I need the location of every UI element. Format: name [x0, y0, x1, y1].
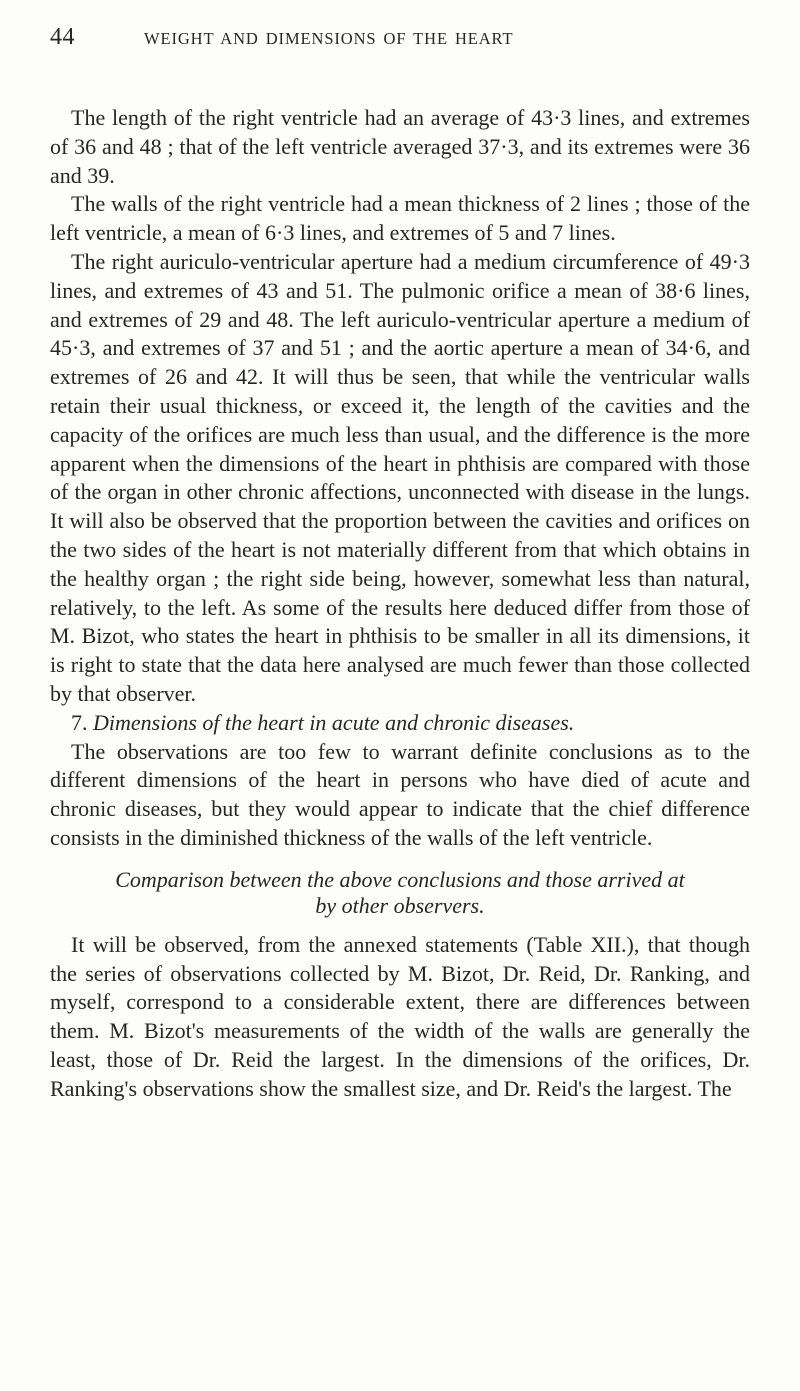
- running-title: WEIGHT AND DIMENSIONS OF THE HEART: [144, 29, 514, 48]
- comparison-heading: Comparison between the above conclusions and those arrived at by other observers.: [115, 866, 685, 918]
- paragraph-apertures: The right auriculo-ventricular aperture had a medium circumference of 49·3 lines, and extremes of 43 and 51. The pulmonic orifice a mean of 38·6 lines, and extremes of 29 and 48. The left auriculo-ventricular aperture a medium of 45·3, and extremes of 37 and 51 ; and the aortic aperture a mean of 34·6, and extremes of 26 and 42. It will thus be seen, that while the ventricular walls retain their usual thickness, or exceed it, the length of the cavities and the capacity of the orifices are much less than usual, and the difference is the more apparent when the dimensions of the heart in phthisis are compared with those of the organ in other chronic affections, unconnected with disease in the lungs. It will also be observed that the proportion between the cavities and orifices on the two sides of the heart is not materially different from that which obtains in the healthy organ ; the right side being, however, somewhat less than natural, relatively, to the left. As some of the results here deduced differ from those of M. Bizot, who states the heart in phthisis to be smaller in all its dimensions, it is right to state that the data here analysed are much fewer than those collected by that observer.: [50, 248, 750, 706]
- body-text: [50, 104, 750, 1104]
- section-number: 7.: [71, 709, 88, 735]
- paragraph-comparison: It will be observed, from the annexed statements (Table XII.), that though the series of observations collected by M. Bizot, Dr. Reid, Dr. Ranking, and myself, correspond to a considerable extent, there are differences between them. M. Bizot's measurements of the width of the walls are generally the least, those of Dr. Reid the largest. In the dimensions of the orifices, Dr. Ranking's observations show the smallest size, and Dr. Reid's the largest. The: [50, 931, 750, 1101]
- running-head: [50, 24, 750, 56]
- section-title: Dimensions of the heart in acute and chronic diseases.: [93, 709, 575, 735]
- book-page: [50, 24, 750, 1104]
- section-heading-7: [50, 709, 750, 738]
- paragraph-ventricle-walls: The walls of the right ventricle had a mean thickness of 2 lines ; those of the left ventricle, a mean of 6·3 lines, and extremes of 5 and 7 lines.: [50, 191, 750, 246]
- paragraph-acute-chronic: The observations are too few to warrant definite conclusions as to the different dimensions of the heart in persons who have died of acute and chronic diseases, but they would appear to indicate that the chief difference consists in the diminished thickness of the walls of the left ventricle.: [50, 738, 750, 850]
- page-number: 44: [50, 24, 75, 50]
- paragraph-right-ventricle-length: The length of the right ventricle had an average of 43·3 lines, and extremes of 36 and 48 ; that of the left ventricle averaged 37·3, and its extremes were 36 and 39.: [50, 105, 750, 188]
